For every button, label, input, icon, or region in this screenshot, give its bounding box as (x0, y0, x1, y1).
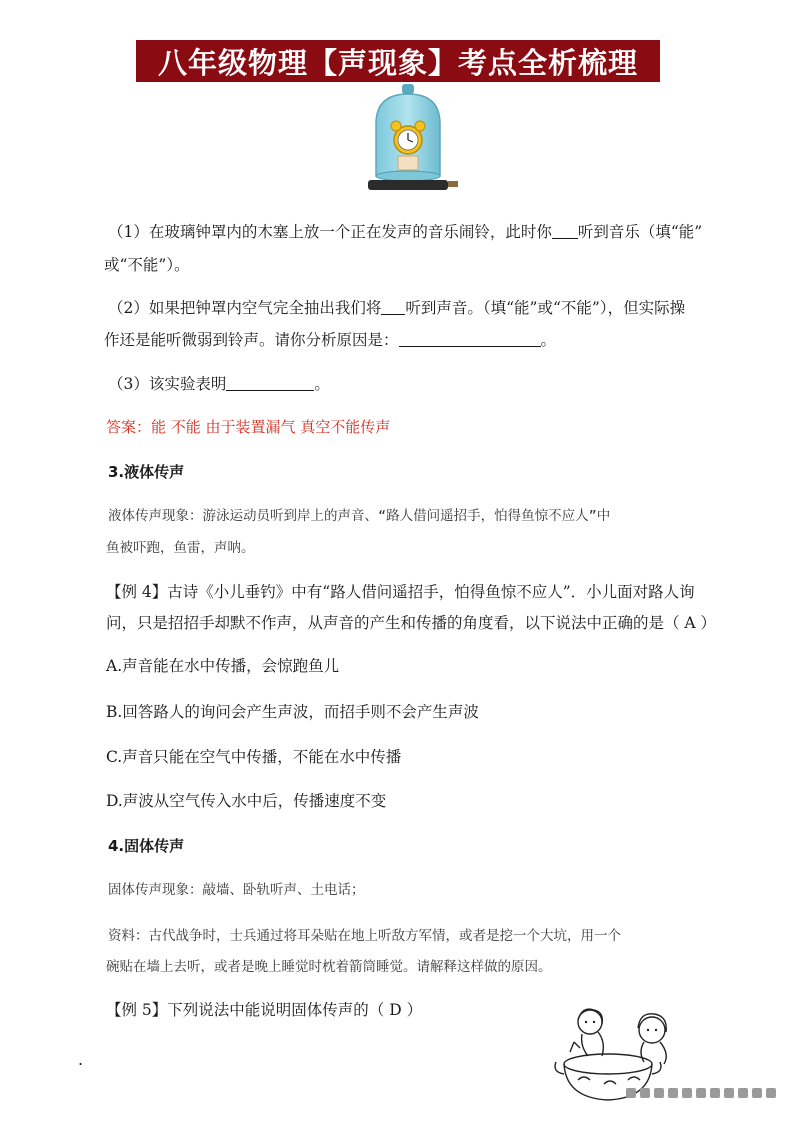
q2-text-d: 。 (540, 331, 557, 349)
q1-line1 (108, 222, 702, 242)
q1-line2: 或“不能”）。 (104, 256, 190, 274)
section4-note-line2: 资料：古代战争时，士兵通过将耳朵贴在地上听敌方军情，或者是挖一个大坑，用一个 (108, 928, 621, 944)
example4-option-d: D.声波从空气传入水中后，传播速度不变 (106, 792, 387, 810)
example4-option-a: A.声音能在水中传播，会惊跑鱼儿 (106, 657, 340, 675)
example5-line: 【例 5】下列说法中能说明固体传声的（ D ） (106, 1001, 423, 1019)
q2-line2 (104, 330, 556, 350)
section4-heading: 4.固体传声 (108, 837, 185, 855)
q3-blank[interactable] (226, 377, 314, 391)
section4-note-line1: 固体传声现象：敲墙、卧轨听声、土电话； (108, 882, 365, 898)
bell-jar-illustration (362, 84, 462, 198)
q2-text-a: （2）如果把钟罩内空气完全抽出我们将 (108, 299, 382, 317)
q1-text-a: （1）在玻璃钟罩内的木塞上放一个正在发声的音乐闹铃，此时你 (108, 223, 552, 241)
q3-line (108, 374, 330, 394)
q1-blank[interactable] (552, 225, 578, 239)
q1-text-b: 听到音乐（填“能” (577, 223, 703, 241)
q3-text-b: 。 (314, 375, 330, 393)
page-title: 八年级物理【声现象】考点全析梳理 (136, 40, 660, 82)
example4-line2: 问，只是招招手却默不作声，从声音的产生和传播的角度看，以下说法中正确的是（ A ） (106, 614, 717, 632)
section4-note-line3: 碗贴在墙上去听，或者是晚上睡觉时枕着箭筒睡觉。请解释这样做的原因。 (106, 959, 552, 975)
q2-blank2[interactable] (399, 333, 541, 347)
q2-text-b: 听到声音。（填“能”或“不能”），但实际操 (405, 299, 686, 317)
example4-option-c: C.声音只能在空气中传播，不能在水中传播 (106, 748, 402, 766)
section3-note-line1: 液体传声现象：游泳运动员听到岸上的声音、“路人借问遥招手，怕得鱼惊不应人”中 (108, 508, 611, 524)
stray-dot: . (78, 1050, 84, 1069)
example4-option-b: B.回答路人的询问会产生声波，而招手则不会产生声波 (106, 703, 479, 721)
q2-line1 (108, 298, 685, 318)
watermark-graphic (620, 1082, 780, 1104)
example4-line1: 【例 4】古诗《小儿垂钓》中有“路人借问遥招手，怕得鱼惊不应人”．小儿面对路人询 (106, 583, 695, 601)
q2-blank1[interactable] (381, 301, 405, 315)
section3-heading: 3.液体传声 (108, 463, 185, 481)
answer-1: 答案：能 不能 由于装置漏气 真空不能传声 (106, 418, 391, 436)
section3-note-line2: 鱼被吓跑，鱼雷，声呐。 (106, 540, 255, 556)
q2-text-c: 作还是能听微弱到铃声。请你分析原因是： (104, 331, 399, 349)
q3-text-a: （3）该实验表明 (108, 375, 227, 393)
